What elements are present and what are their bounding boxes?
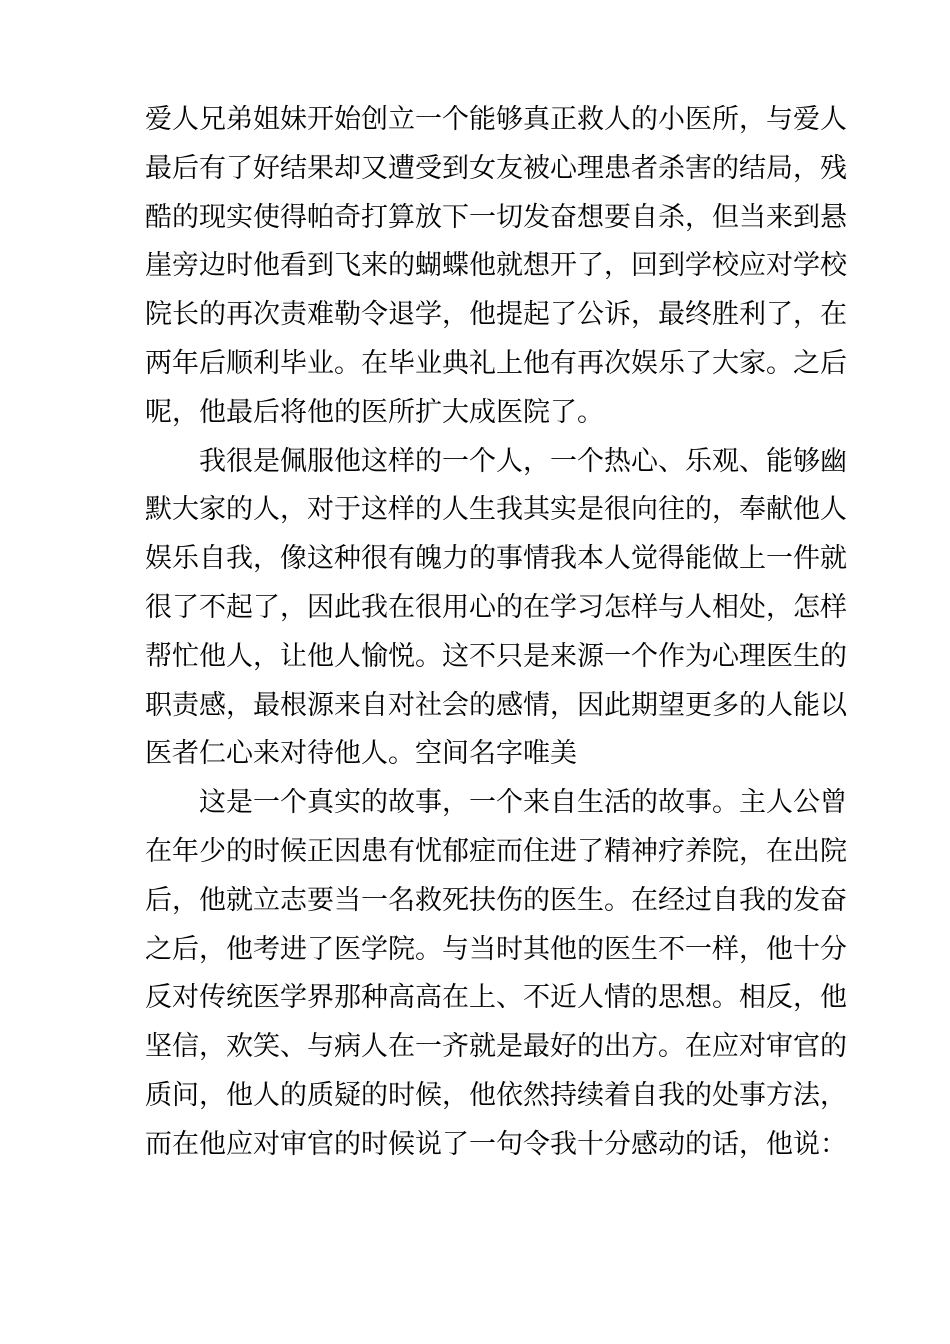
text-line: 我很是佩服他这样的一个人，一个热心、乐观、能够幽 (199, 445, 847, 477)
text-line: 娱乐自我，像这种很有魄力的事情我本人觉得能做上一件就 (145, 543, 847, 575)
text-line: 默大家的人，对于这样的人生我其实是很向往的，奉献他人 (145, 494, 847, 526)
body-text (145, 96, 847, 1170)
text-line: 而在他应对审官的时候说了一句令我十分感动的话，他说： (145, 1128, 847, 1160)
text-line: 崖旁边时他看到飞来的蝴蝶他就想开了，回到学校应对学校 (145, 250, 847, 282)
text-line: 酷的现实使得帕奇打算放下一切发奋想要自杀，但当来到悬 (145, 201, 847, 233)
text-line: 医者仁心来对待他人。空间名字唯美 (145, 738, 577, 770)
paragraph-2 (145, 438, 847, 780)
text-line: 职责感，最根源来自对社会的感情，因此期望更多的人能以 (145, 689, 847, 721)
text-line: 质问，他人的质疑的时候，他依然持续着自我的处事方法， (145, 1079, 847, 1111)
text-line: 呢，他最后将他的医所扩大成医院了。 (145, 396, 604, 428)
text-line: 反对传统医学界那种高高在上、不近人情的思想。相反，他 (145, 982, 847, 1014)
text-line: 在年少的时候正因患有忧郁症而住进了精神疗养院，在出院 (145, 835, 847, 867)
text-line: 帮忙他人，让他人愉悦。这不只是来源一个作为心理医生的 (145, 640, 847, 672)
text-line: 两年后顺利毕业。在毕业典礼上他有再次娱乐了大家。之后 (145, 347, 847, 379)
text-line: 最后有了好结果却又遭受到女友被心理患者杀害的结局，残 (145, 152, 847, 184)
text-line: 院长的再次责难勒令退学，他提起了公诉，最终胜利了，在 (145, 299, 847, 331)
text-line: 很了不起了，因此我在很用心的在学习怎样与人相处，怎样 (145, 591, 847, 623)
text-line: 坚信，欢笑、与病人在一齐就是最好的出方。在应对审官的 (145, 1031, 847, 1063)
text-line: 爱人兄弟姐妹开始创立一个能够真正救人的小医所，与爱人 (145, 104, 847, 135)
paragraph-3 (145, 779, 847, 1169)
text-line: 后，他就立志要当一名救死扶伤的医生。在经过自我的发奋 (145, 884, 847, 916)
paragraph-1 (145, 96, 847, 438)
text-line: 这是一个真实的故事，一个来自生活的故事。主人公曾 (199, 787, 847, 819)
text-line: 之后，他考进了医学院。与当时其他的医生不一样，他十分 (145, 933, 847, 965)
